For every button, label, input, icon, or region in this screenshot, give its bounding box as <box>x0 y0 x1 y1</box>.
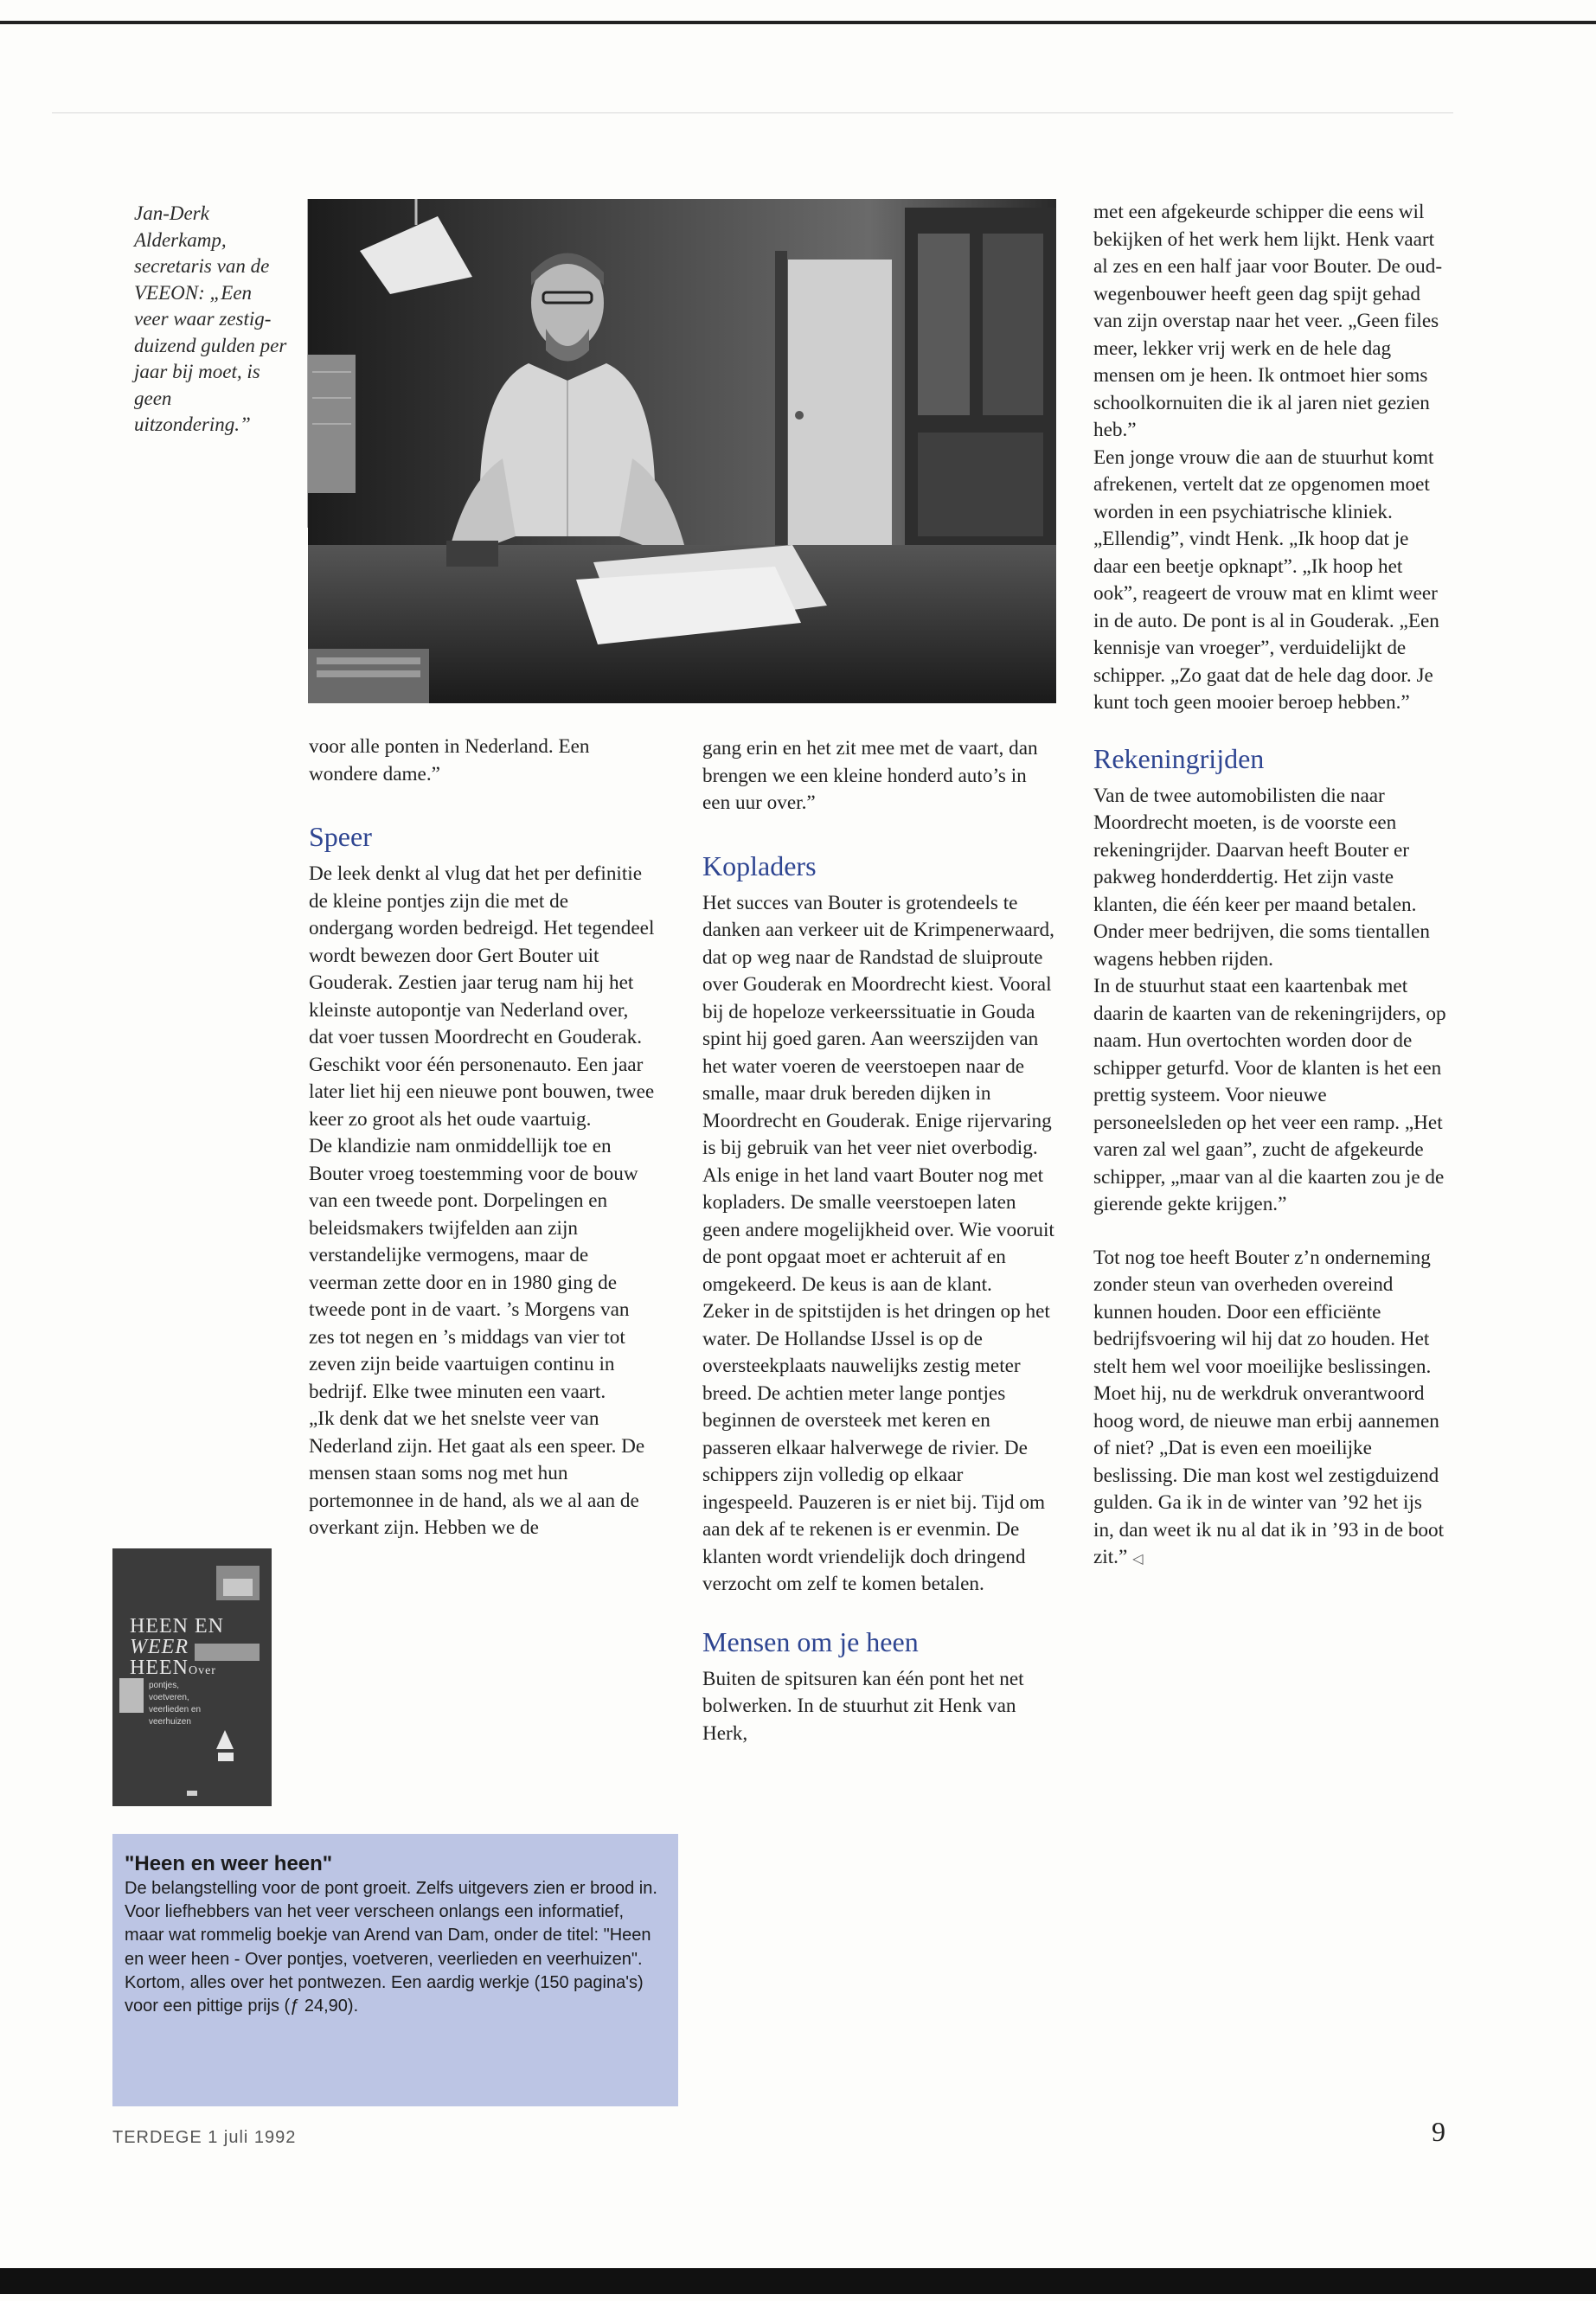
section-heading-mensen: Mensen om je heen <box>702 1625 919 1657</box>
book-subtitle-over: Over <box>188 1664 216 1677</box>
door-shape <box>788 260 892 545</box>
book-title-line3: HEEN <box>130 1657 189 1679</box>
book-cover <box>112 1548 272 1806</box>
info-box-text: De belangstelling voor de pont groeit. Zelfs uitgevers zien er brood in. Voor liefhebbers van het veer verscheen onlangs een informatief, maar wat rommelig boekje van Arend van Dam, onder de titel: "Heen en weer heen - Over pontjes, voetveren, veerlieden en veerhuizen". Kortom, alles over het pontwezen. Een aardig werkje (150 pagina's) voor een pittige prijs (ƒ 24,90). <box>125 1879 657 2016</box>
paragraph: Van de twee automobilisten die naar Moordrecht moeten, is de voorste een rekeningrijder. Daarvan heeft Bouter er pakweg honderddertig. Het zijn vaste klanten, die één keer per maand betalen. Onder meer bedrijven, die soms tientallen wagens hebben rijden. <box>1093 784 1430 971</box>
paragraph: gang erin en het zit mee met de vaart, dan brengen we een kleine honderd auto’s in een uur over.” <box>702 737 1038 814</box>
paragraph: voor alle ponten in Nederland. Een wondere dame.” <box>309 735 590 785</box>
page-number: 9 <box>1432 2116 1445 2147</box>
paragraph: De klandizie nam onmiddellijk toe en Bouter vroeg toestemming voor de bouw van een tweede pont. Dorpelingen en beleidsmakers twijfelden aan zijn verstandelijke vermogens, maar de veerman zette door en in 1980 ging de tweede pont in de vaart. ’s Morgens van zes tot negen en ’s middags van vier tot zeven zijn beide vaartuigen continu in bedrijf. Elke twee minuten een vaart. <box>309 1135 638 1403</box>
section-heading-speer: Speer <box>309 821 372 852</box>
end-mark-icon: ◁ <box>1132 1552 1144 1567</box>
section-heading-rekeningrijden: Rekeningrijden <box>1093 742 1265 774</box>
book-title-line2: WEER <box>130 1636 189 1658</box>
paragraph: Het succes van Bouter is grotendeels te danken aan verkeer uit de Krimpenerwaard, dat op weg naar de Randstad de sluiproute over Gouderak en Moordrecht kiest. Vooral bij de hopeloze verkeerssituatie in Gouda spint hij goed garen. Aan weerszijden van het water voeren de veerstoepen naar de smalle, maar druk bereden dijken in Moordrecht en Gouderak. Enige rijervaring is bij gebruik van het veer niet overbodig. Als enige in het land vaart Bouter nog met kopladers. De smalle veerstoepen laten geen andere mogelijkheid over. Wie vooruit de pont opgaat moet er achteruit af en omgekeerd. De keus is aan de klant. <box>702 891 1054 1296</box>
paragraph: met een afgekeurde schipper die eens wil bekijken of het werk hem lijkt. Henk vaart al zes en een half jaar voor Bouter. De oud-wegenbouwer heeft geen dag spijt gehad van zijn overstap naar het veer. „Geen files meer, lekker vrij werk en de hele dag mensen om je heen. Ik ontmoet hier soms schoolkornuiten die ik al jaren niet gezien heb.” <box>1093 201 1443 441</box>
book-title-line1: HEEN EN <box>130 1615 224 1638</box>
article-photo <box>308 199 1056 703</box>
info-box-title: "Heen en weer heen" <box>125 1852 333 1875</box>
photo-caption: Jan-Derk Alderkamp, secretaris van de VEEON: „Een veer waar zestig-duizend gulden per jaar bij moet, is geen uitzondering.” <box>134 202 287 435</box>
paragraph: De leek denkt al vlug dat het per definitie de kleine pontjes zijn die met de ondergang worden bedreigd. Het tegendeel wordt bewezen door Gert Bouter uit Gouderak. Zestien jaar terug nam hij het kleinste autopontje van Nederland over, dat voer tussen Moordrecht en Gouderak. Geschikt voor één personenauto. Een jaar later liet hij een nieuwe pont bouwen, twee keer zo groot als het oude vaartuig. <box>309 862 655 1131</box>
section-heading-kopladers: Kopladers <box>702 849 817 881</box>
paragraph: Een jonge vrouw die aan de stuurhut komt afrekenen, vertelt dat ze opgenomen moet worden in een psychiatrische kliniek. „Ellendig”, vindt Henk. „Ik hoop dat je daar een beetje opknapt”. „Ik hoop het ook”, reageert de vrouw mat en klimt weer in de auto. De pont is al in Gouderak. „Een kennisje van vroeger”, verduidelijkt de schipper. „Zo gaat dat de hele dag door. Je kunt toch geen mooier beroep hebben.” <box>1093 445 1439 714</box>
column-3 <box>1093 199 1446 1574</box>
photo-illustration <box>308 199 1056 703</box>
paragraph <box>1093 1245 1446 1574</box>
paragraph: „Ik denk dat we het snelste veer van Nederland zijn. Het gaat als een speer. De mensen staan soms nog met hun portemonnee in de hand, als we al aan de overkant zijn. Hebben we de <box>309 1407 645 1539</box>
paragraph: Zeker in de spitstijden is het dringen op het water. De Hollandse IJssel is op de oversteekplaats nauwelijks zestig meter breed. De achtien meter lange pontjes beginnen de oversteek met keren en passeren elkaar halverwege de rivier. De schippers zijn volledig op elkaar ingespeeld. Pauzeren is er niet bij. Tijd om aan dek af te rekenen is er evenmin. De klanten wordt vriendelijk doch dringend verzocht om zelf te komen betalen. <box>702 1300 1050 1595</box>
bottom-rule <box>0 2268 1596 2294</box>
paragraph: In de stuurhut staat een kaartenbak met daarin de kaarten van de rekeningrijders, op naam. Hun overtochten worden door de schipper geturfd. Voor de klanten is het een prettig systeem. Voor nieuwe personeelsleden op het veer een ramp. „Het varen zal wel gaan”, zucht de afgekeurde schipper, „maar van al die kaarten zou je de gierende gekte krijgen.” <box>1093 975 1446 1215</box>
top-hairline <box>52 112 1453 113</box>
column-1 <box>309 734 655 1542</box>
paragraph: Buiten de spitsuren kan één pont het net bolwerken. In de stuurhut zit Henk van Herk, <box>702 1667 1024 1745</box>
column-2 <box>702 735 1057 1747</box>
info-box <box>112 1834 678 2106</box>
book-subtitle: pontjes, voetveren, veerlieden en veerhuizen <box>149 1681 202 1727</box>
top-rule <box>0 21 1596 24</box>
footer-publication: TERDEGE 1 juli 1992 <box>112 2128 297 2147</box>
paragraph-text: Tot nog toe heeft Bouter z’n onderneming zonder steun van overheden overeind kunnen houden. Door een efficiënte bedrijfsvoering wil hij dat zo houden. Het stelt hem wel voor moeilijke beslissingen. Moet hij, nu de werkdruk onverantwoord hoog word, de nieuwe man erbij aannemen of niet? „Dat is even een moeilijke beslissing. Die man kost wel zestigduizend gulden. Ga ik in de winter van ’92 het ijs in, dan weet ik nu al dat ik in ’93 in de boot zit.” <box>1093 1246 1445 1568</box>
